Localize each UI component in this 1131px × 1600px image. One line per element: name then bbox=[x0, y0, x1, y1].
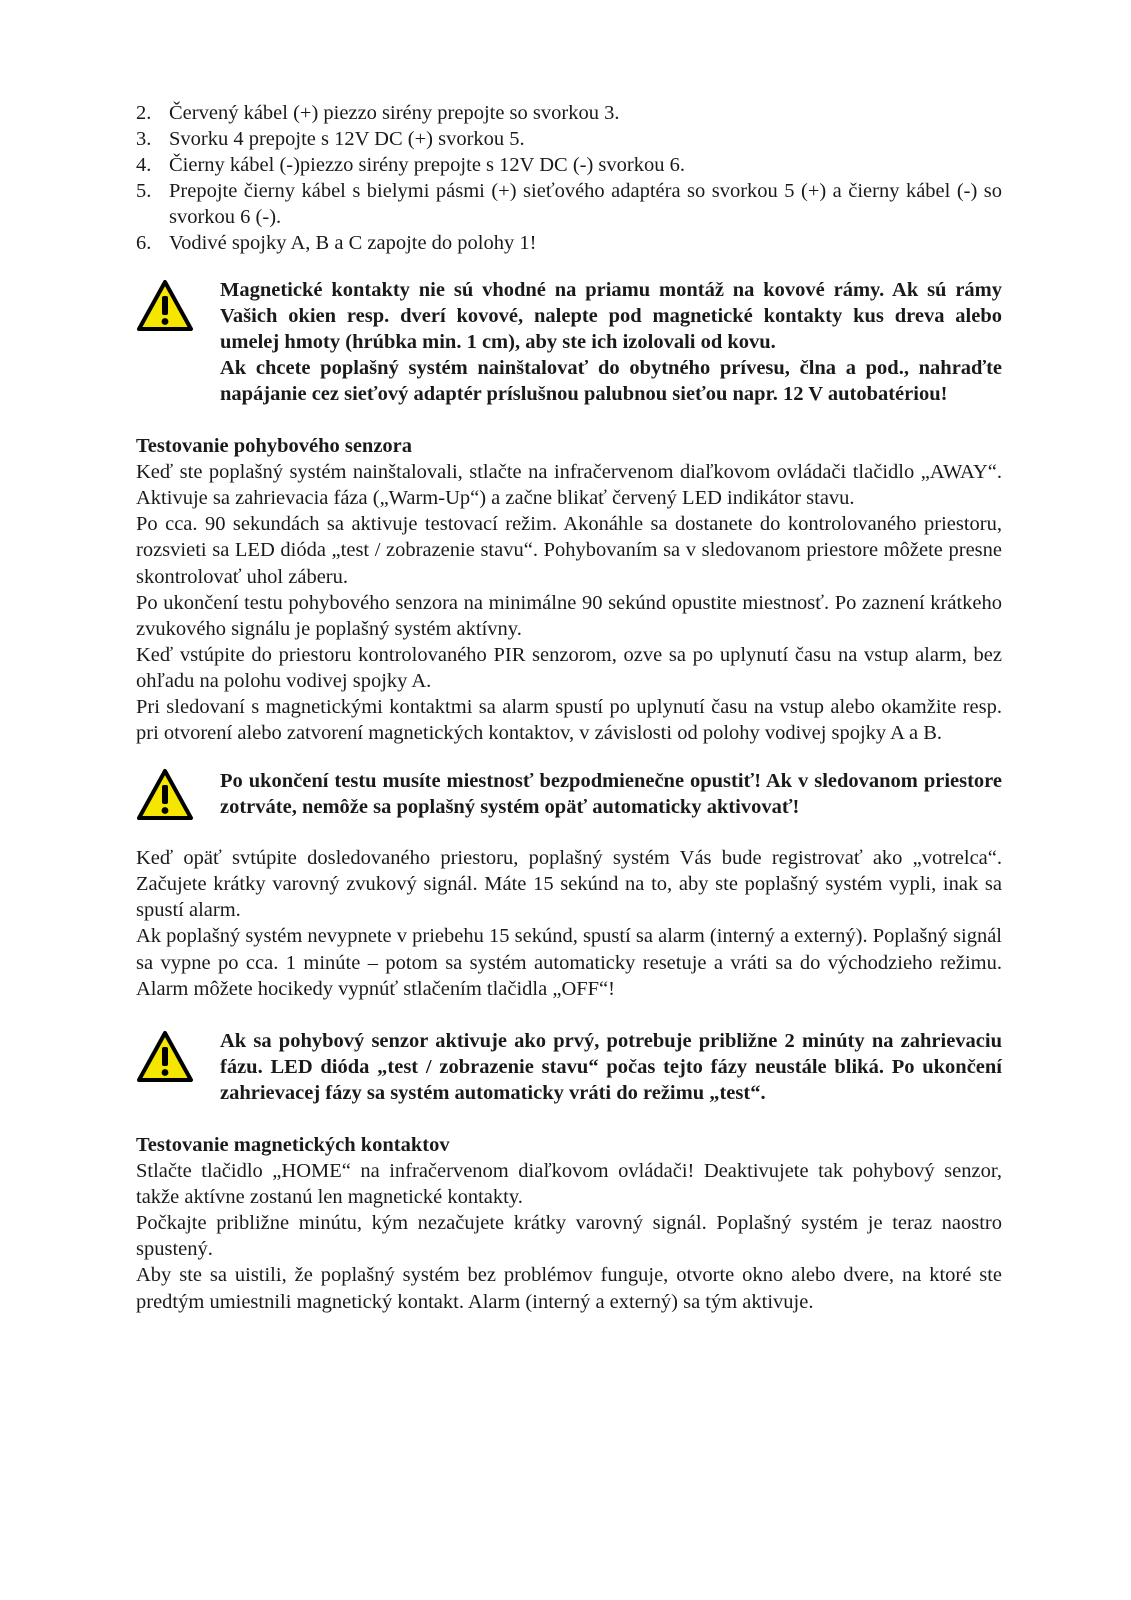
warning-block-warmup bbox=[136, 1028, 1002, 1106]
body-paragraph: Pri sledovaní s magnetickými kontaktmi sa alarm spustí po uplynutí času na vstup alebo okamžite resp. pri otvorení alebo zatvorení magnetických kontaktov, v závislosti od polohy vodivej spojky A a B. bbox=[136, 695, 1002, 745]
warning-paragraph: Ak chcete poplašný systém nainštalovať do obytného prívesu, člna a pod., nahraďte napájanie cez sieťový adaptér príslušnou palubnou sieťou napr. 12 V autobatériou! bbox=[220, 356, 1002, 405]
list-number: 3. bbox=[136, 128, 152, 151]
section-heading-motion-sensor: Testovanie pohybového senzora bbox=[136, 435, 413, 458]
list-number: 5. bbox=[136, 180, 152, 203]
body-paragraph: Keď vstúpite do priestoru kontrolovaného PIR senzorom, ozve sa po uplynutí času na vstup alarm, bez ohľadu na polohu vodivej spojky A. bbox=[136, 643, 1002, 692]
warning-triangle-icon bbox=[136, 768, 194, 821]
list-item bbox=[136, 230, 1002, 256]
section-intruder bbox=[136, 845, 1002, 1002]
body-paragraph: Ak poplašný systém nevypnete v priebehu 15 sekúnd, spustí sa alarm (interný a externý). Poplašný signál sa vypne po cca. 1 minúte – potom sa systém automaticky resetuje a vráti sa do východzieho režimu. Alarm môžete hocikedy vypnúť stlačením tlačidla „OFF“! bbox=[136, 925, 1002, 1000]
list-item bbox=[136, 178, 1002, 230]
body-paragraph: Aby ste sa uistili, že poplašný systém bez problémov funguje, otvorte okno alebo dvere, na ktoré ste predtým umiestnili magnetický kontakt. Alarm (interný a externý) sa tým aktivuje. bbox=[136, 1264, 1002, 1313]
warning-block-metal-frames bbox=[136, 277, 1002, 407]
warning-block-leave-room bbox=[136, 768, 1002, 821]
list-item bbox=[136, 126, 1002, 152]
warning-text: Ak sa pohybový senzor aktivuje ako prvý, potrebuje približne 2 minúty na zahrievaciu fázu. LED dióda „test / zobrazenie stavu“ počas tejto fázy neustále bliká. Po ukončení zahrievacej fázy sa systém automaticky vráti do režimu „test“. bbox=[220, 1029, 1002, 1104]
list-text: Prepojte čierny kábel s bielymi pásmi (+) sieťového adaptéra so svorkou 5 (+) a čierny kábel (-) so svorkou 6 (-). bbox=[169, 180, 1002, 229]
warning-text: Po ukončení testu musíte miestnosť bezpodmienečne opustiť! Ak v sledovanom priestore zotrváte, nemôže sa poplašný systém opäť automaticky aktivovať! bbox=[220, 770, 1002, 819]
section-heading-magnetic-contacts: Testovanie magnetických kontaktov bbox=[136, 1134, 450, 1156]
warning-icon-wrap bbox=[136, 1028, 220, 1083]
list-text: Vodivé spojky A, B a C zapojte do polohy 1! bbox=[169, 232, 537, 255]
body-paragraph: Keď ste poplašný systém nainštalovali, stlačte na infračervenom diaľkovom ovládači tlačidlo „AWAY“. Aktivuje sa zahrievacia fáza („Warm-Up“) a začne blikať červený LED indikátor stavu. bbox=[136, 461, 1002, 510]
warning-triangle-icon bbox=[136, 279, 194, 332]
warning-text bbox=[220, 277, 1002, 407]
body-paragraph: Po ukončení testu pohybového senzora na minimálne 90 sekúnd opustite miestnosť. Po zaznení krátkeho zvukového signálu je poplašný systém aktívny. bbox=[136, 591, 1002, 640]
warning-icon-wrap bbox=[136, 277, 220, 332]
list-text: Čierny kábel (-)piezzo sirény prepojte s 12V DC (-) svorkou 6. bbox=[169, 154, 685, 177]
document-page bbox=[136, 100, 1002, 1315]
installation-steps-list bbox=[136, 100, 1002, 257]
list-number: 6. bbox=[136, 232, 152, 255]
warning-paragraph: Magnetické kontakty nie sú vhodné na priamu montáž na kovové rámy. Ak sú rámy Vašich okien resp. dverí kovové, nalepte pod magnetické kontakty kus dreva alebo umelej hmoty (hrúbka min. 1 cm), aby ste ich izolovali od kovu. bbox=[220, 278, 1002, 353]
list-number: 4. bbox=[136, 154, 152, 177]
warning-icon-wrap bbox=[136, 768, 220, 821]
list-item bbox=[136, 100, 1002, 126]
warning-triangle-icon bbox=[136, 1030, 194, 1083]
list-text: Svorku 4 prepojte s 12V DC (+) svorkou 5. bbox=[169, 128, 525, 151]
body-paragraph: Stlačte tlačidlo „HOME“ na infračervenom diaľkovom ovládači! Deaktivujete tak pohybový senzor, takže aktívne zostanú len magnetické kontakty. bbox=[136, 1160, 1002, 1209]
list-item bbox=[136, 152, 1002, 178]
body-paragraph: Keď opäť svtúpite dosledovaného priestoru, poplašný systém Vás bude registrovať ako „votrelca“. Začujete krátky varovný zvukový signál. Máte 15 sekúnd na to, aby ste poplašný systém vypli, inak sa spustí alarm. bbox=[136, 847, 1002, 922]
list-text: Červený kábel (+) piezzo sirény prepojte so svorkou 3. bbox=[169, 102, 620, 124]
list-number: 2. bbox=[136, 102, 152, 124]
body-paragraph: Po cca. 90 sekundách sa aktivuje testovací režim. Akonáhle sa dostanete do kontrolovaného priestoru, rozsvieti sa LED dióda „test / zobrazenie stavu“. Pohybovaním sa v sledovanom priestore môžete presne skontrolovať uhol záberu. bbox=[136, 513, 1002, 588]
body-paragraph: Počkajte približne minútu, kým nezačujete krátky varovný signál. Poplašný systém je teraz naostro spustený. bbox=[136, 1212, 1002, 1261]
